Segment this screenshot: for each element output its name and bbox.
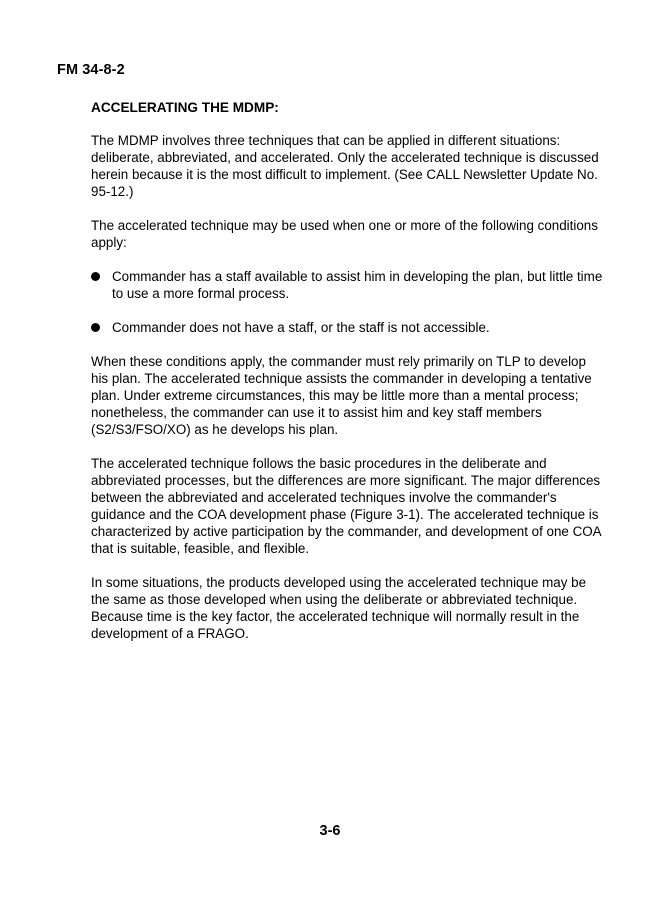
bullet-icon	[91, 272, 100, 281]
paragraph-conditions-intro: The accelerated technique may be used when one or more of the following conditions apply:	[91, 218, 598, 250]
section-title: ACCELERATING THE MDMP:	[91, 100, 279, 115]
paragraph-differences: The accelerated technique follows the basic procedures in the deliberate and abbreviated processes, but the differences are more significant. The major differences between the abbreviated and accelerated techniques involve the commander's guidance and the COA development phase (Figure 3-1). The accelerated technique is characterized by active participation by the commander, and development of one COA that is suitable, feasible, and flexible.	[91, 456, 601, 556]
paragraph-techniques: The MDMP involves three techniques that can be applied in different situations: deliberate, abbreviated, and accelerated. Only the accelerated technique is discussed herein because it is the most difficult to implement. (See CALL Newsletter Update No. 95-12.)	[91, 133, 599, 199]
manual-id-header: FM 34-8-2	[57, 62, 125, 78]
paragraph-tlp: When these conditions apply, the commander must rely primarily on TLP to develop his plan. The accelerated technique assists the commander in developing a tentative plan. Under extreme circumstances, this may be little more than a mental process; nonetheless, the commander can use it to assist him and key staff members (S2/S3/FSO/XO) as he develops his plan.	[91, 354, 592, 437]
list-item	[91, 268, 606, 302]
conditions-list	[91, 268, 606, 336]
page-number: 3-6	[319, 823, 341, 839]
bullet-icon	[91, 323, 100, 332]
list-item-text: Commander does not have a staff, or the staff is not accessible.	[112, 320, 490, 335]
list-item	[91, 319, 606, 336]
document-body	[91, 99, 606, 659]
paragraph-products: In some situations, the products developed using the accelerated technique may be the same as those developed when using the deliberate or abbreviated technique. Because time is the key factor, the accelerated technique will normally result in the development of a FRAGO.	[91, 575, 587, 641]
list-item-text: Commander has a staff available to assist him in developing the plan, but little time to use a more formal process.	[112, 269, 603, 301]
